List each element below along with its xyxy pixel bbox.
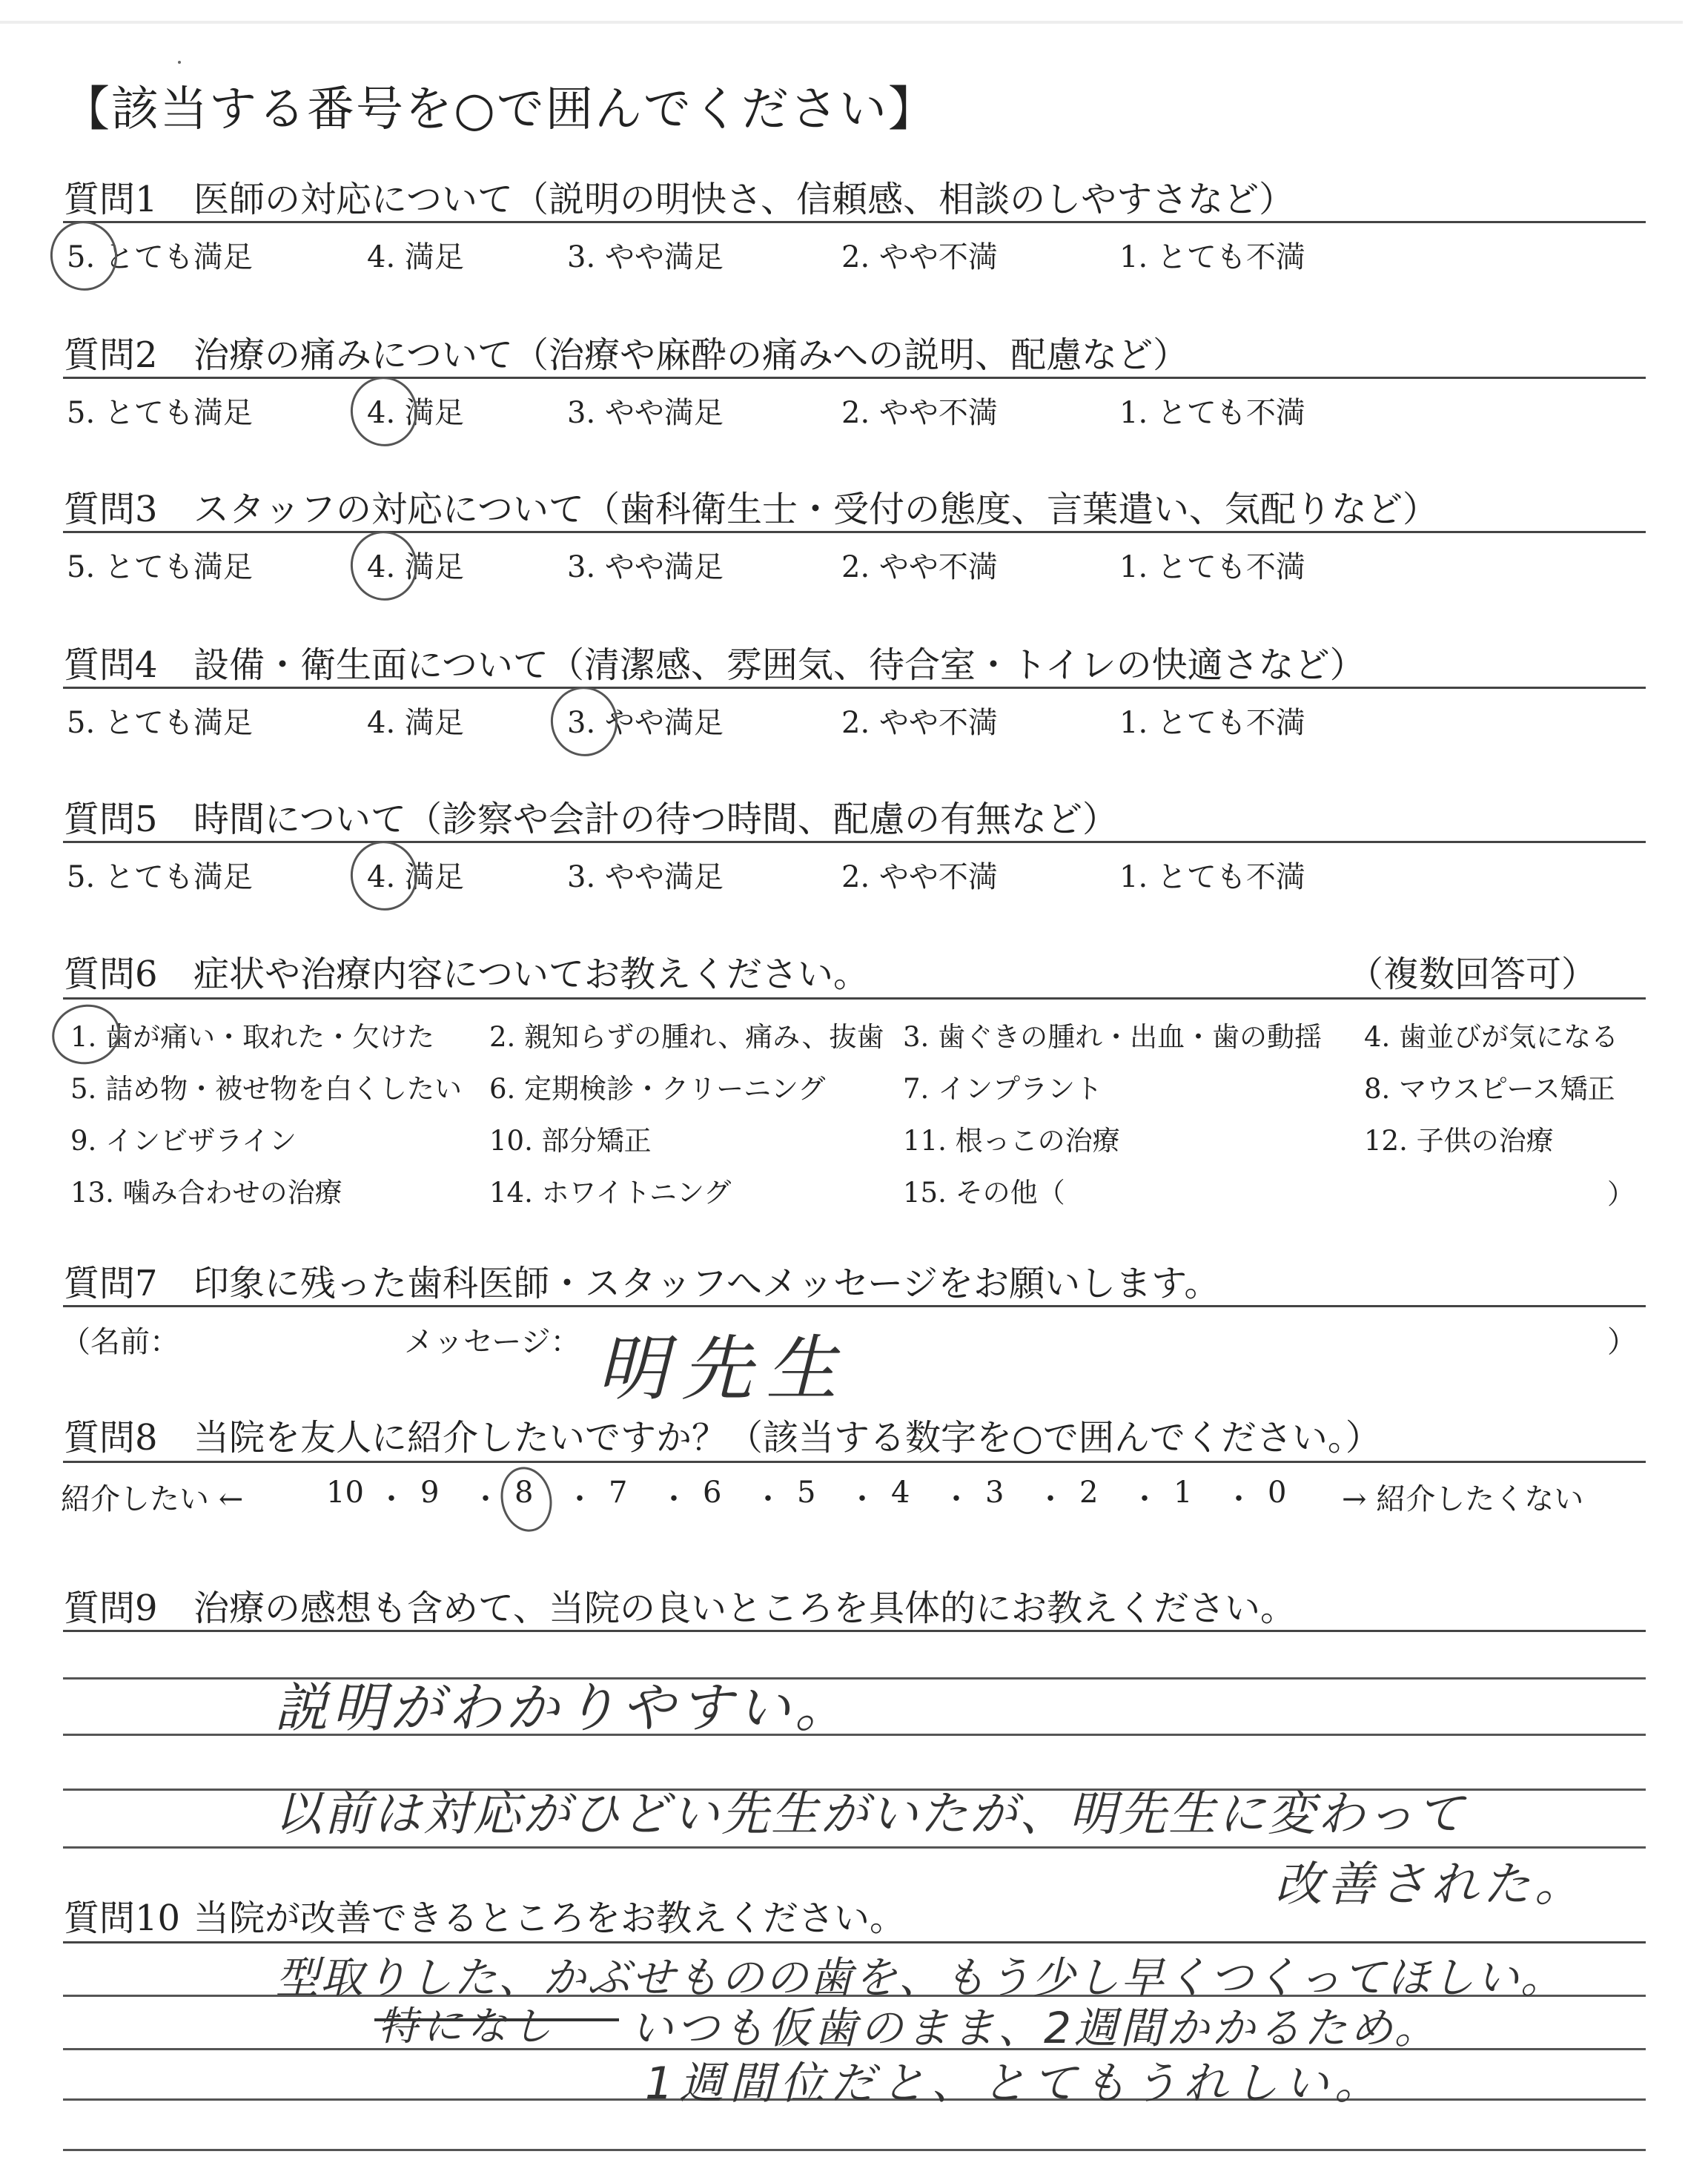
- q6-option-9[interactable]: 9. インビザライン: [70, 1125, 297, 1157]
- q8-scale-2[interactable]: 2: [1079, 1476, 1099, 1510]
- q6-option-3[interactable]: 3. 歯ぐきの腫れ・出血・歯の動揺: [903, 1021, 1323, 1053]
- q6-selected-circle: [47, 998, 126, 1070]
- q3-number: 質問3: [64, 489, 158, 530]
- q5-option-4[interactable]: 4. 満足: [367, 860, 464, 894]
- q8-scale-3[interactable]: 3: [985, 1476, 1004, 1510]
- q1-number: 質問1: [64, 179, 158, 220]
- q4-option-3[interactable]: 3. やや満足: [567, 706, 724, 740]
- q6-option-12[interactable]: 12. 子供の治療: [1364, 1125, 1554, 1157]
- q10-rule-5: [63, 2149, 1646, 2151]
- q1-option-1[interactable]: 1. とても不満: [1119, 240, 1305, 274]
- q5-selected-circle: [344, 835, 424, 917]
- q2-number: 質問2: [64, 334, 158, 376]
- q6-option-1[interactable]: 1. 歯が痛い・取れた・欠けた: [70, 1021, 435, 1053]
- q6-option-15[interactable]: 15. その他（: [903, 1177, 1065, 1209]
- q6-option-8[interactable]: 8. マウスピース矯正: [1364, 1073, 1615, 1105]
- q8-scale-separator: ・: [941, 1482, 971, 1516]
- q3-title: [64, 480, 1438, 532]
- q1-text: 医師の対応について（説明の明快さ、信頼感、相談のしやすさなど）: [193, 179, 1295, 220]
- q8-scale-separator: ・: [847, 1482, 877, 1516]
- q7-number: 質問7: [64, 1263, 158, 1304]
- q5-title: [64, 790, 1118, 842]
- q1-option-2[interactable]: 2. やや不満: [841, 240, 998, 274]
- q3-option-3[interactable]: 3. やや満足: [567, 550, 724, 584]
- q10-struck-text: 特になし: [378, 2003, 556, 2050]
- q1-option-5[interactable]: 5. とても満足: [67, 240, 253, 274]
- q1-rule: [63, 221, 1646, 223]
- q7-title: [64, 1255, 1219, 1306]
- q7-handwritten-message: 明先生: [597, 1327, 850, 1410]
- q6-option-7[interactable]: 7. インプラント: [903, 1073, 1103, 1105]
- q6-option-4[interactable]: 4. 歯並びが気になる: [1364, 1021, 1619, 1053]
- q2-rule: [63, 377, 1646, 379]
- q3-rule: [63, 531, 1646, 533]
- q4-option-1[interactable]: 1. とても不満: [1119, 706, 1305, 740]
- q5-text: 時間について（診察や会計の待つ時間、配慮の有無など）: [193, 799, 1119, 840]
- q6-rule: [63, 997, 1646, 1000]
- q5-option-2[interactable]: 2. やや不満: [841, 860, 998, 894]
- q8-scale-separator: ・: [1036, 1482, 1065, 1516]
- q2-option-4[interactable]: 4. 満足: [367, 396, 464, 430]
- q7-text: 印象に残った歯科医師・スタッフへメッセージをお願いします。: [193, 1263, 1220, 1304]
- q8-rule: [63, 1461, 1646, 1463]
- q5-option-5[interactable]: 5. とても満足: [67, 860, 253, 894]
- q8-scale-separator: ・: [659, 1482, 689, 1516]
- q7-rule: [63, 1305, 1646, 1307]
- q9-number: 質問9: [64, 1588, 158, 1629]
- q8-scale-separator: ・: [565, 1482, 595, 1516]
- q2-option-1[interactable]: 1. とても不満: [1119, 396, 1305, 430]
- q4-rule: [63, 687, 1646, 689]
- q4-option-2[interactable]: 2. やや不満: [841, 706, 998, 740]
- q8-scale-separator: ・: [377, 1482, 406, 1516]
- q10-handwritten-line-2: いつも仮歯のまま、2週間かかるため。: [630, 2003, 1440, 2053]
- q8-scale-separator: ・: [1224, 1482, 1254, 1516]
- q8-scale-1[interactable]: 1: [1174, 1476, 1193, 1510]
- q10-text: 当院が改善できるところをお教えください。: [193, 1898, 906, 1939]
- q4-selected-circle: [544, 681, 624, 763]
- q6-option-10[interactable]: 10. 部分矯正: [489, 1125, 652, 1157]
- q4-text: 設備・衛生面について（清潔感、雰囲気、待合室・トイレの快適さなど）: [193, 644, 1366, 686]
- q8-scale-5[interactable]: 5: [797, 1476, 816, 1510]
- scan-speck: [178, 61, 181, 64]
- q2-option-2[interactable]: 2. やや不満: [841, 396, 998, 430]
- q8-scale-6[interactable]: 6: [703, 1476, 722, 1510]
- q2-option-3[interactable]: 3. やや満足: [567, 396, 724, 430]
- q6-note: （複数回答可）: [1348, 954, 1598, 995]
- q2-selected-circle: [344, 371, 424, 453]
- q8-title: [64, 1409, 1381, 1460]
- q3-option-1[interactable]: 1. とても不満: [1119, 550, 1305, 584]
- q6-option-13[interactable]: 13. 噛み合わせの治療: [70, 1177, 342, 1209]
- q10-number: 質問10: [64, 1898, 181, 1939]
- q3-option-5[interactable]: 5. とても満足: [67, 550, 253, 584]
- q3-option-2[interactable]: 2. やや不満: [841, 550, 998, 584]
- scan-top-edge: [0, 21, 1683, 24]
- q5-number: 質問5: [64, 799, 158, 840]
- q7-close: ）: [1607, 1325, 1637, 1359]
- q4-option-5[interactable]: 5. とても満足: [67, 706, 253, 740]
- q1-title: [64, 171, 1294, 222]
- q9-handwritten-line-1: 説明がわかりやすい。: [274, 1677, 853, 1739]
- q6-option-5[interactable]: 5. 詰め物・被せ物を白くしたい: [70, 1073, 463, 1105]
- q9-title: [64, 1579, 1296, 1631]
- q9-handwritten-line-2: 以前は対応がひどい先生がいたが、明先生に変わって: [274, 1787, 1466, 1842]
- q7-message-label: メッセージ：: [404, 1325, 580, 1359]
- q1-option-4[interactable]: 4. 満足: [367, 240, 464, 274]
- q4-option-4[interactable]: 4. 満足: [367, 706, 464, 740]
- q8-scale-separator: ・: [471, 1482, 500, 1516]
- q8-scale-7[interactable]: 7: [609, 1476, 628, 1510]
- q6-title: [64, 945, 869, 997]
- q8-scale-0[interactable]: 0: [1268, 1476, 1287, 1510]
- q9-handwritten-line-3: 改善された。: [1275, 1857, 1586, 1912]
- q6-option-14[interactable]: 14. ホワイトニング: [489, 1177, 732, 1209]
- q6-text: 症状や治療内容についてお教えください。: [193, 954, 870, 995]
- q8-scale-4[interactable]: 4: [891, 1476, 910, 1510]
- q7-name-label: （名前：: [61, 1325, 179, 1359]
- q8-left-label: 紹介したい ←: [61, 1482, 244, 1516]
- q3-text: スタッフの対応について（歯科衛生士・受付の態度、言葉遣い、気配りなど）: [193, 489, 1439, 530]
- q9-text: 治療の感想も含めて、当院の良いところを具体的にお教えください。: [193, 1588, 1297, 1629]
- q5-option-3[interactable]: 3. やや満足: [567, 860, 724, 894]
- q8-scale-separator: ・: [1130, 1482, 1159, 1516]
- q8-scale-separator: ・: [753, 1482, 783, 1516]
- q6-other-close: ）: [1607, 1178, 1635, 1210]
- q10-title: [64, 1889, 905, 1941]
- q2-text: 治療の痛みについて（治療や麻酔の痛みへの説明、配慮など）: [193, 334, 1189, 376]
- q8-right-label: → 紹介したくない: [1342, 1482, 1584, 1516]
- q8-text: 当院を友人に紹介したいですか？（該当する数字を○で囲んでください。）: [193, 1417, 1381, 1459]
- q8-scale-8[interactable]: 8: [514, 1476, 534, 1510]
- q5-option-1[interactable]: 1. とても不満: [1119, 860, 1305, 894]
- q8-scale-9[interactable]: 9: [420, 1476, 440, 1510]
- q6-option-6[interactable]: 6. 定期検診・クリーニング: [489, 1073, 826, 1105]
- q1-option-3[interactable]: 3. やや満足: [567, 240, 724, 274]
- q3-selected-circle: [344, 525, 424, 607]
- page-header: 【該当する番号を○で囲んでください】: [62, 82, 937, 137]
- q10-handwritten-line-1: 型取りした、かぶせものの歯を、もう少し早くつくってほしい。: [276, 1952, 1565, 2003]
- q2-option-5[interactable]: 5. とても満足: [67, 396, 253, 430]
- q10-handwritten-line-3: 1週間位だと、とてもうれしい。: [645, 2058, 1386, 2110]
- q8-number: 質問8: [64, 1417, 158, 1459]
- q8-scale-10[interactable]: 10: [326, 1476, 364, 1510]
- q4-number: 質問4: [64, 644, 158, 686]
- q6-number: 質問6: [64, 954, 158, 995]
- q8-selected-circle: [495, 1462, 558, 1536]
- q1-selected-circle: [44, 215, 124, 297]
- q2-title: [64, 326, 1188, 377]
- q6-option-11[interactable]: 11. 根っこの治療: [903, 1125, 1120, 1157]
- q5-rule: [63, 841, 1646, 843]
- q10-strike-line: [374, 2018, 619, 2021]
- q4-title: [64, 636, 1366, 687]
- q6-option-2[interactable]: 2. 親知らずの腫れ、痛み、抜歯: [489, 1021, 884, 1053]
- q3-option-4[interactable]: 4. 満足: [367, 550, 464, 584]
- q9-rule-1: [63, 1630, 1646, 1632]
